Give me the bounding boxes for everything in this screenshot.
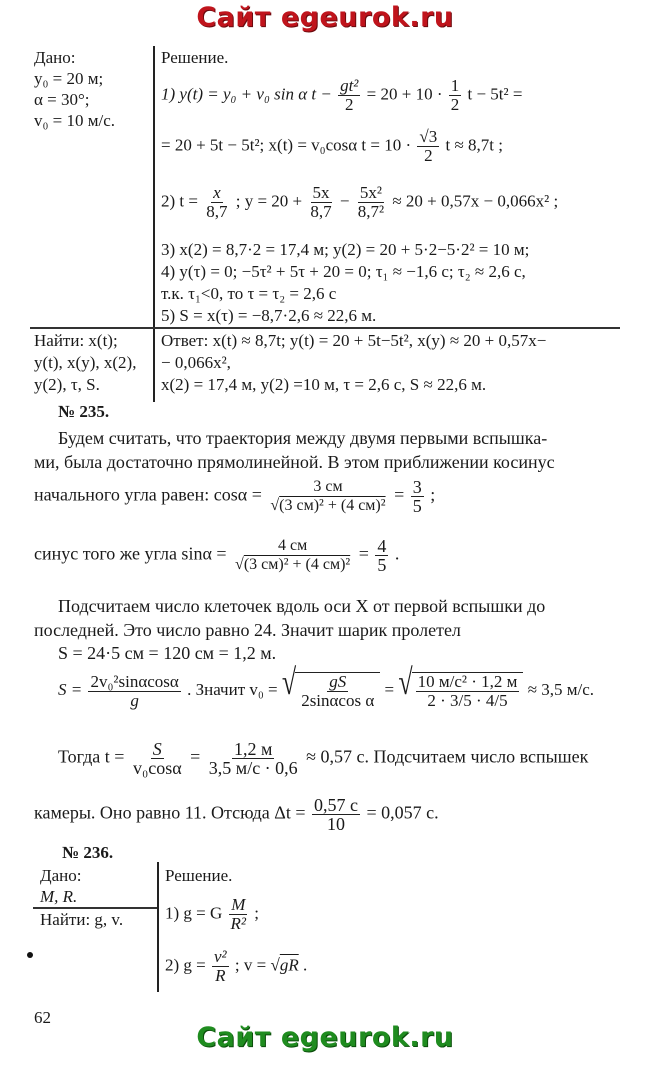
solution-step-2: 2) t = $\frac{x}{8,7}$ ; y = 20 + $\frac{5x}{8,7}$ − $\frac{\text{5x²}}{\text{8,7²}}$ ≈ 20 + 0,57x − 0,066x² ; [161,183,559,221]
distance-line: S = 24·5 см = 120 см = 1,2 м. [58,643,277,663]
given-item: y₀ = 20 м; [34,69,104,88]
solution-step-1: 1) g = G $\frac{M}{\text{R²}}$ ; [165,895,259,933]
answer-line: x(2) = 17,4 м, y(2) =10 м, τ = 2,6 с, S ≈ 22,6 м. [161,375,487,394]
cos-formula: начального угла равен: cosα = $\frac{3 см}{\text{√(3 см)² + (4 см)²}}$ = $\frac{3}{5}$ ; [34,477,436,516]
find-item: y(2), τ, S. [34,375,100,394]
paragraph-line: Подсчитаем число клеточек вдоль оси X от первой вспышки до [58,596,546,616]
table-divider-horizontal [33,907,157,909]
answer-line: Ответ: x(t) ≈ 8,7t; y(t) = 20 + 5t−5t², x(y) ≈ 20 + 0,57x− [161,331,547,350]
solution-step-4: 4) y(τ) = 0; −5τ² + 5τ + 20 = 0; τ₁ ≈ −1,6 с; τ₂ ≈ 2,6 с, [161,262,526,281]
problem-number-236: № 236. [62,843,114,862]
velocity-formula: S = $\frac{\text{2v₀²sinαcosα}}{g}$ . Значит v₀ = √ $\frac{gS}{\text{2sinαcos α}}$ = √ $\frac{\text{10 м/с² · 1,2 м}}{2 \cdot 3/5 \cdot 4/5}$ ≈ 3,5 м/с. [58,661,595,710]
given-label: Дано: [34,48,76,67]
paragraph-line: Будем считать, что траектория между двумя первыми вспышка- [58,428,548,448]
table-divider-vertical [153,46,155,402]
watermark-top: Сайт egeurok.ru [196,2,454,33]
paragraph-line: последней. Это число равно 24. Значит шарик пролетел [34,620,461,640]
find-label: Найти: g, v. [40,910,124,929]
given-item: α = 30°; [34,90,90,109]
solution-label: Решение. [165,866,233,885]
table-divider-vertical [157,862,159,992]
sin-formula: синус того же угла sinα = $\frac{4 см}{\text{√(3 см)² + (4 см)²}}$ = $\frac{4}{5}$ . [34,536,400,575]
time-formula: Тогда t = $\frac{S}{\text{v₀cosα}}$ = $\frac{1,2 м}{3,5 м/с \cdot 0,6}$ ≈ 0,57 с. Подсчитаем число вспышек [58,739,589,778]
given-item: M, R. [40,887,78,906]
solution-step-1b: = 20 + 5t − 5t²; x(t) = v₀cosα t = 10 · $\frac{√3}{2}$ t ≈ 8,7t ; [161,127,503,165]
solution-step-5: 5) S = x(τ) = −8,7·2,6 ≈ 22,6 м. [161,306,377,325]
given-label: Дано: [40,866,82,885]
table-divider-horizontal [30,327,620,329]
bullet-dot [27,952,33,958]
solution-step-1a: 1) y(t) = y₀ + v₀ sin α t − $\frac{\text{gt²}}{2}$ = 20 + 10 · $\frac{1}{2}$ t − 5t² = [161,76,523,114]
watermark-bottom: Сайт egeurok.ru [196,1022,454,1053]
solution-step-3: 3) x(2) = 8,7·2 = 17,4 м; y(2) = 20 + 5·2−5·2² = 10 м; [161,240,530,259]
paragraph-line: ми, была достаточно прямолинейной. В этом приближении косинус [34,452,555,472]
problem-number-235: № 235. [58,402,110,421]
solution-step-2: 2) g = $\frac{\text{v²}}{R}$ ; v = √gR . [165,947,308,985]
find-item: y(t), x(y), x(2), [34,353,137,372]
page-number: 62 [34,1008,51,1027]
given-item: v₀ = 10 м/с. [34,111,116,130]
find-label: Найти: x(t); [34,331,118,350]
solution-label: Решение. [161,48,229,67]
answer-line: − 0,066x², [161,353,231,372]
delta-t-formula: камеры. Оно равно 11. Отсюда Δt = $\frac{0,57 с}{10}$ = 0,057 с. [34,795,439,834]
solution-step-4b: т.к. τ₁<0, то τ = τ₂ = 2,6 с [161,284,337,303]
